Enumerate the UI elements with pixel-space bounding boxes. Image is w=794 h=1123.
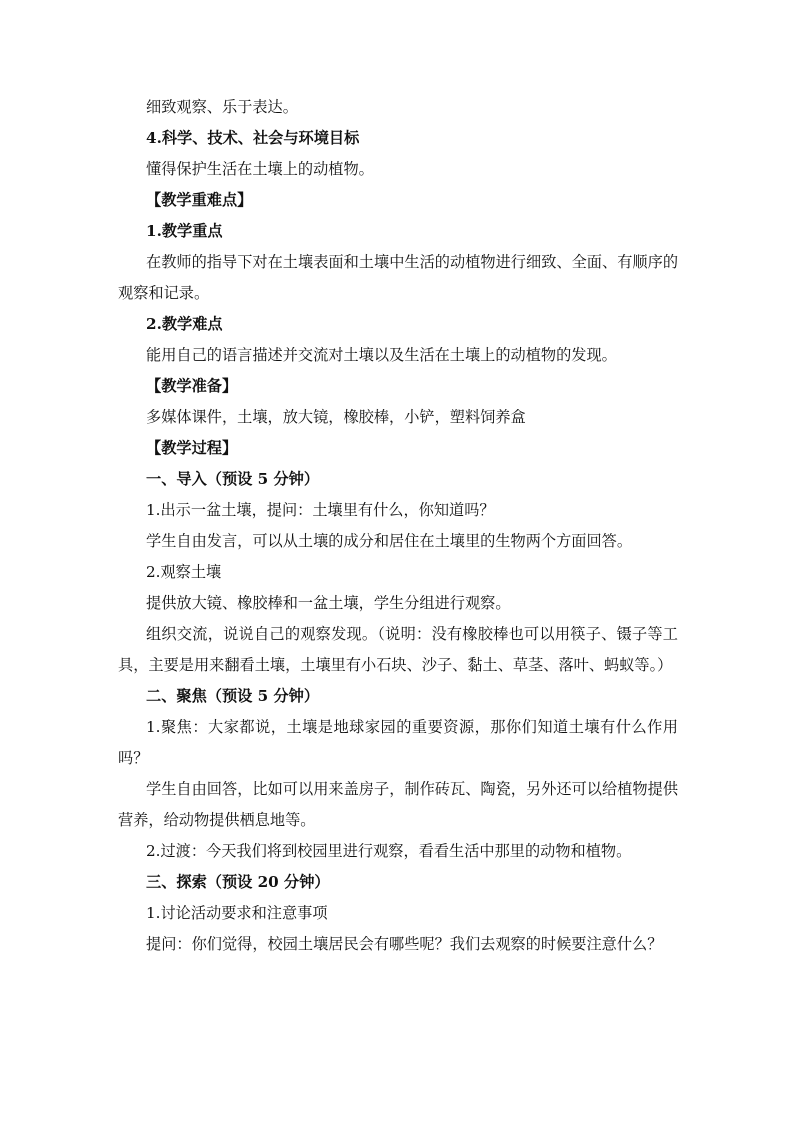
- body-paragraph: 1.出示一盆土壤，提问：土壤里有什么，你知道吗？: [146, 501, 495, 519]
- body-paragraph: 提供放大镜、橡胶棒和一盆土壤，学生分组进行观察。: [146, 594, 511, 612]
- heading-paragraph: 二、聚焦（预设 5 分钟）: [146, 687, 320, 705]
- body-paragraph: 多媒体课件，土壤，放大镜，橡胶棒，小铲，塑料饲养盒: [146, 408, 526, 426]
- heading-paragraph: 1.教学重点: [146, 222, 223, 240]
- heading-paragraph: 【教学准备】: [146, 377, 238, 395]
- heading-paragraph: 一、导入（预设 5 分钟）: [146, 470, 320, 488]
- body-paragraph: 懂得保护生活在土壤上的动植物。: [146, 160, 374, 178]
- body-paragraph: 在教师的指导下对在土壤表面和土壤中生活的动植物进行细致、全面、有顺序的观察和记录。: [118, 253, 678, 302]
- body-paragraph: 2.过渡：今天我们将到校园里进行观察，看看生活中那里的动物和植物。: [146, 842, 632, 860]
- heading-paragraph: 4.科学、技术、社会与环境目标: [146, 129, 360, 147]
- body-paragraph: 1.讨论活动要求和注意事项: [146, 904, 328, 922]
- body-paragraph: 能用自己的语言描述并交流对土壤以及生活在土壤上的动植物的发现。: [146, 346, 617, 364]
- heading-paragraph: 2.教学难点: [146, 315, 223, 333]
- body-paragraph: 组织交流，说说自己的观察发现。（说明：没有橡胶棒也可以用筷子、镊子等工具，主要是用来翻看土壤，土壤里有小石块、沙子、黏土、草茎、落叶、蚂蚁等。）: [118, 625, 678, 674]
- body-paragraph: 1.聚焦：大家都说，土壤是地球家园的重要资源，那你们知道土壤有什么作用吗？: [118, 718, 678, 767]
- heading-paragraph: 三、探索（预设 20 分钟）: [146, 873, 330, 891]
- heading-paragraph: 【教学过程】: [146, 439, 238, 457]
- body-paragraph: 2.观察土壤: [146, 563, 222, 581]
- heading-paragraph: 【教学重难点】: [146, 191, 253, 209]
- body-paragraph: 学生自由回答，比如可以用来盖房子，制作砖瓦、陶瓷，另外还可以给植物提供营养，给动物提供栖息地等。: [118, 780, 678, 829]
- body-paragraph: 学生自由发言，可以从土壤的成分和居住在土壤里的生物两个方面回答。: [146, 532, 632, 550]
- body-paragraph: 细致观察、乐于表达。: [146, 98, 298, 116]
- document-body: [118, 92, 678, 960]
- body-paragraph: 提问：你们觉得，校园土壤居民会有哪些呢？我们去观察的时候要注意什么？: [146, 935, 663, 953]
